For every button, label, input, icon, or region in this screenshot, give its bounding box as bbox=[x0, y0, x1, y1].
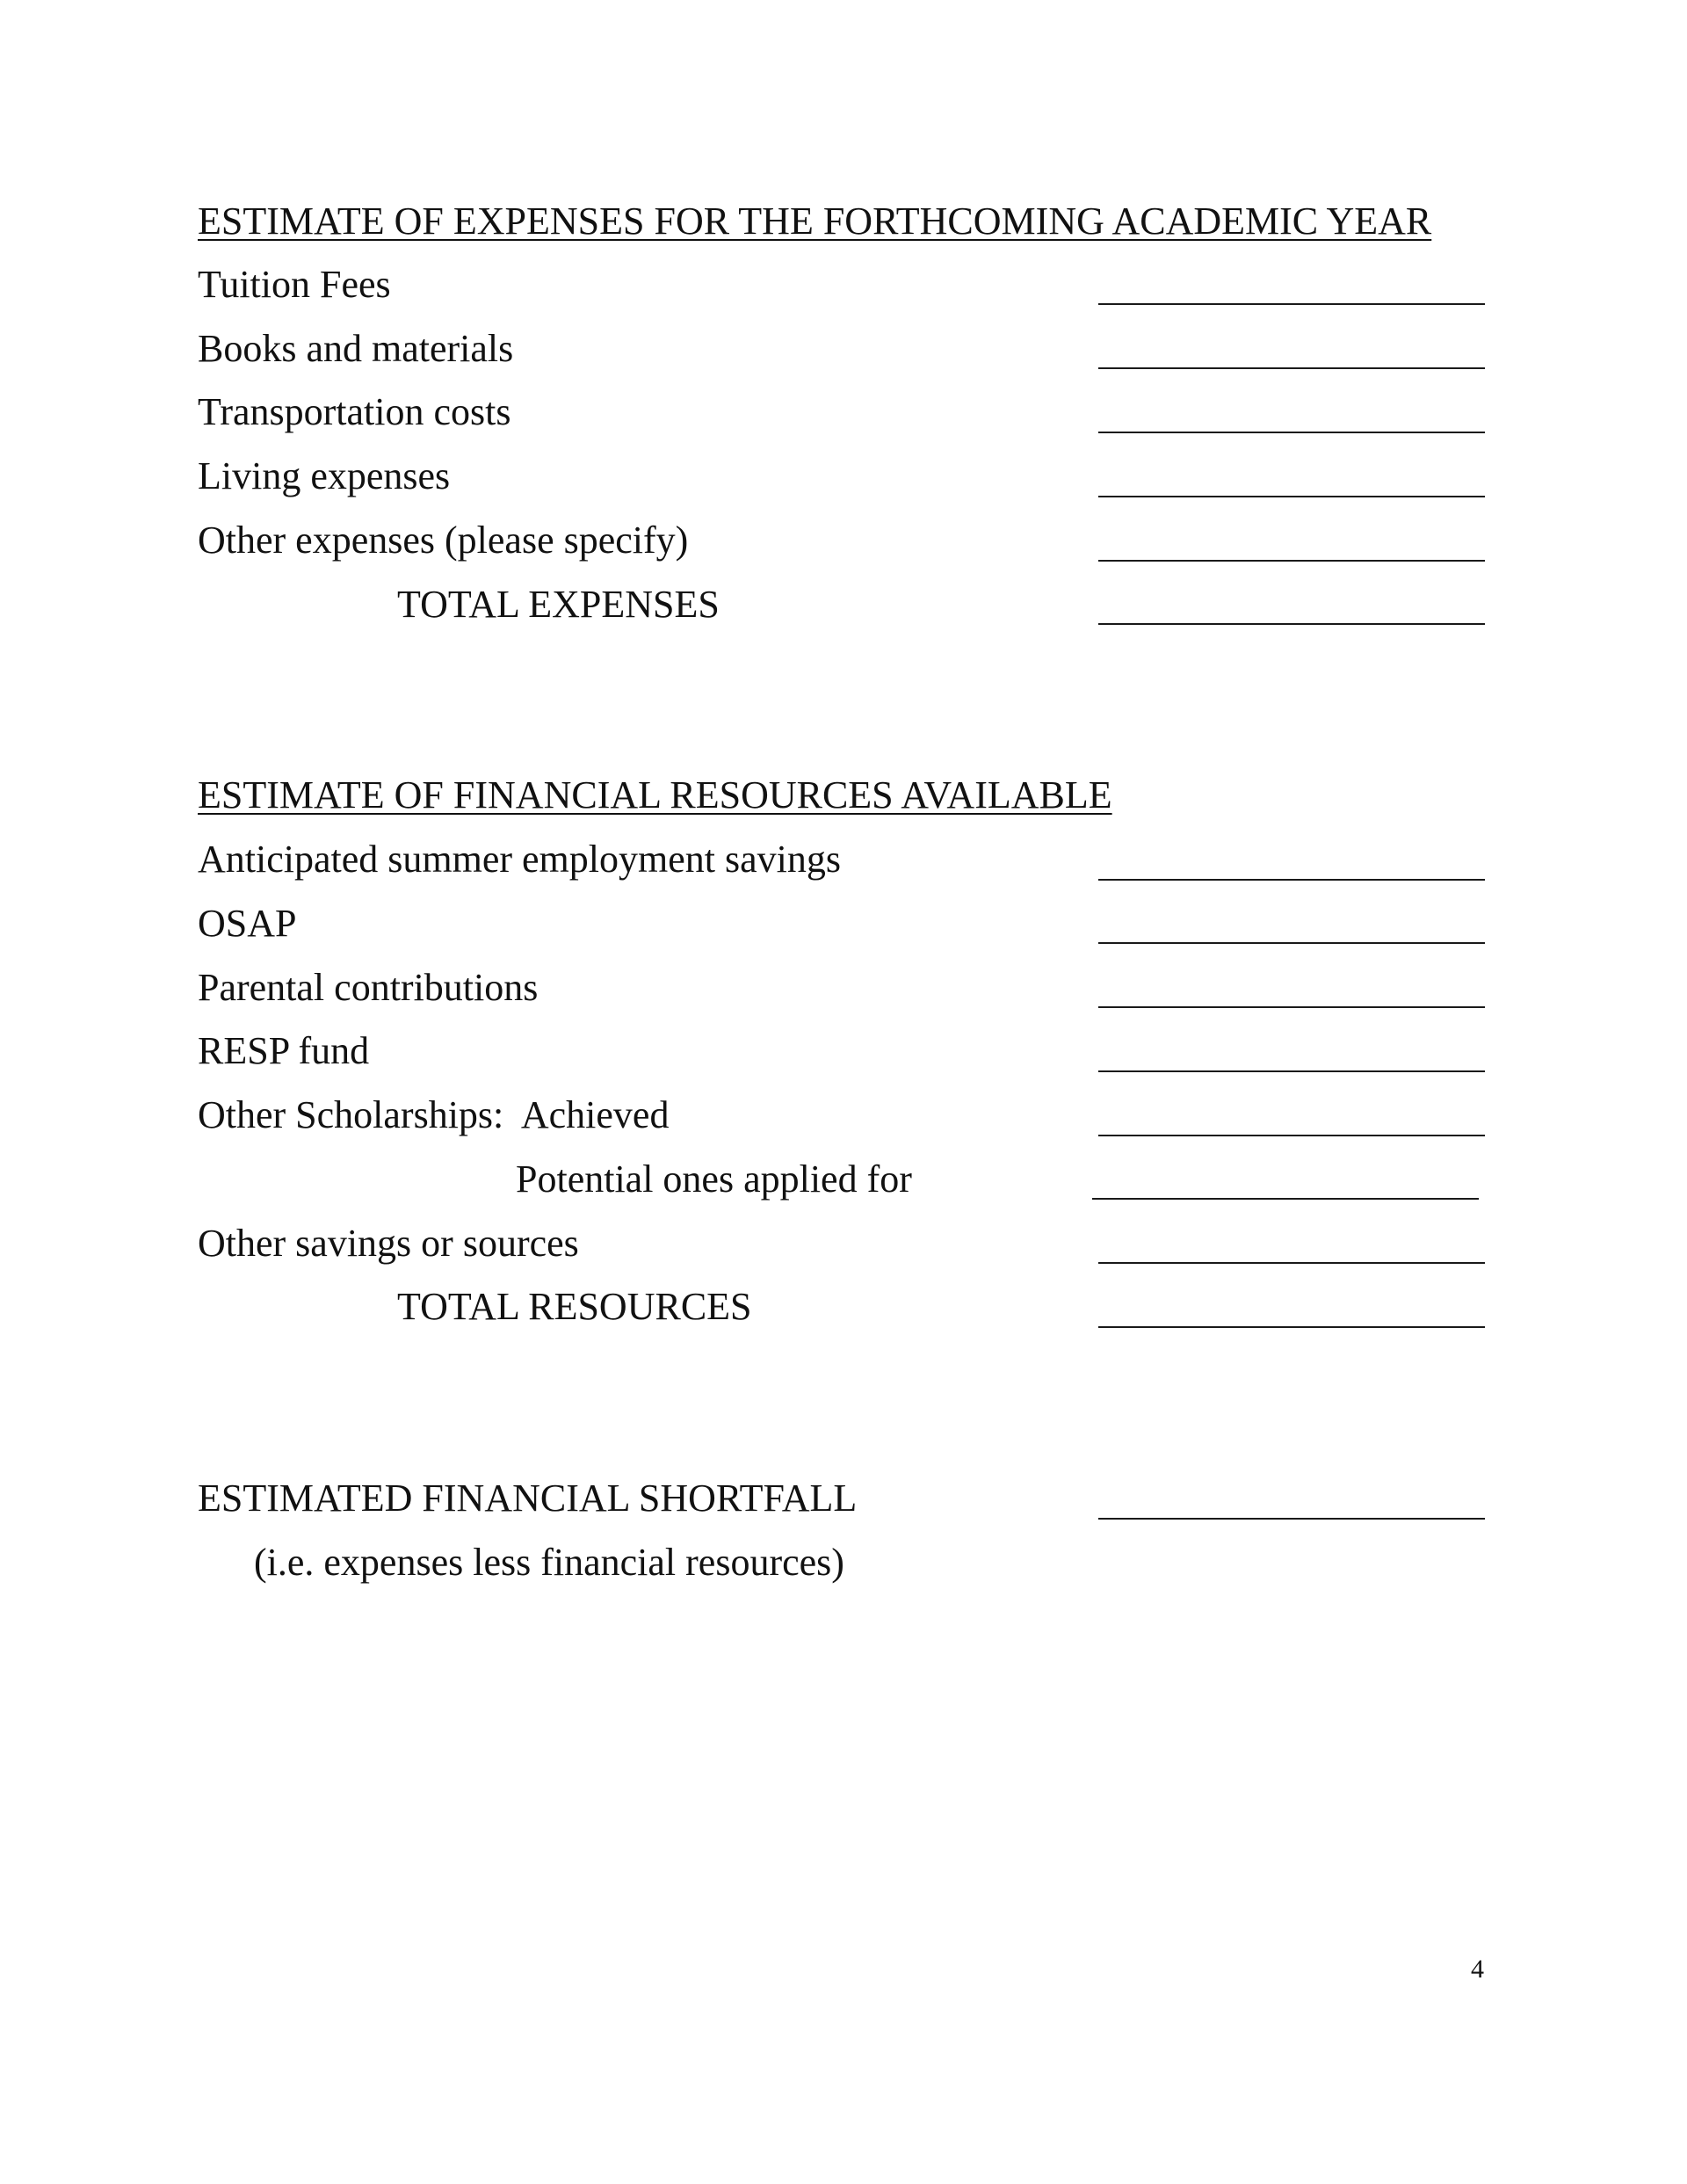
resource-field-osap[interactable] bbox=[1098, 942, 1485, 944]
resource-label-scholarships-potential: Potential ones applied for bbox=[516, 1157, 912, 1201]
resource-field-other-savings[interactable] bbox=[1098, 1262, 1485, 1264]
shortfall-field[interactable] bbox=[1098, 1518, 1485, 1520]
shortfall-note: (i.e. expenses less financial resources) bbox=[254, 1541, 844, 1584]
resource-label-scholarships-achieved: Other Scholarships: Achieved bbox=[198, 1093, 670, 1136]
total-resources-label: TOTAL RESOURCES bbox=[397, 1285, 752, 1328]
expense-field-transportation[interactable] bbox=[1098, 432, 1485, 433]
expense-label-books: Books and materials bbox=[198, 327, 514, 370]
expense-field-other[interactable] bbox=[1098, 560, 1485, 562]
resources-heading: ESTIMATE OF FINANCIAL RESOURCES AVAILABLE bbox=[198, 773, 1112, 816]
resource-label-resp: RESP fund bbox=[198, 1029, 370, 1072]
resource-field-parental[interactable] bbox=[1098, 1006, 1485, 1008]
expense-field-books[interactable] bbox=[1098, 367, 1485, 369]
total-resources-field[interactable] bbox=[1098, 1326, 1485, 1328]
total-expenses-field[interactable] bbox=[1098, 623, 1485, 625]
page-number: 4 bbox=[1471, 1955, 1484, 1984]
total-expenses-label: TOTAL EXPENSES bbox=[397, 583, 720, 626]
expenses-heading: ESTIMATE OF EXPENSES FOR THE FORTHCOMING ACADEMIC YEAR bbox=[198, 200, 1432, 243]
resource-label-parental: Parental contributions bbox=[198, 966, 539, 1009]
expense-field-living[interactable] bbox=[1098, 496, 1485, 497]
shortfall-label: ESTIMATED FINANCIAL SHORTFALL bbox=[198, 1477, 858, 1520]
resource-label-other-savings: Other savings or sources bbox=[198, 1222, 579, 1265]
expense-label-tuition: Tuition Fees bbox=[198, 263, 391, 306]
expense-label-living: Living expenses bbox=[198, 454, 451, 497]
expense-label-other: Other expenses (please specify) bbox=[198, 519, 689, 562]
expense-field-tuition[interactable] bbox=[1098, 303, 1485, 305]
resource-label-osap: OSAP bbox=[198, 902, 297, 945]
resource-label-summer-savings: Anticipated summer employment savings bbox=[198, 838, 841, 881]
resource-field-scholarships-potential[interactable] bbox=[1092, 1198, 1479, 1200]
resource-field-summer-savings[interactable] bbox=[1098, 879, 1485, 881]
resource-field-resp[interactable] bbox=[1098, 1070, 1485, 1072]
expense-label-transportation: Transportation costs bbox=[198, 390, 511, 433]
resource-field-scholarships-achieved[interactable] bbox=[1098, 1135, 1485, 1136]
